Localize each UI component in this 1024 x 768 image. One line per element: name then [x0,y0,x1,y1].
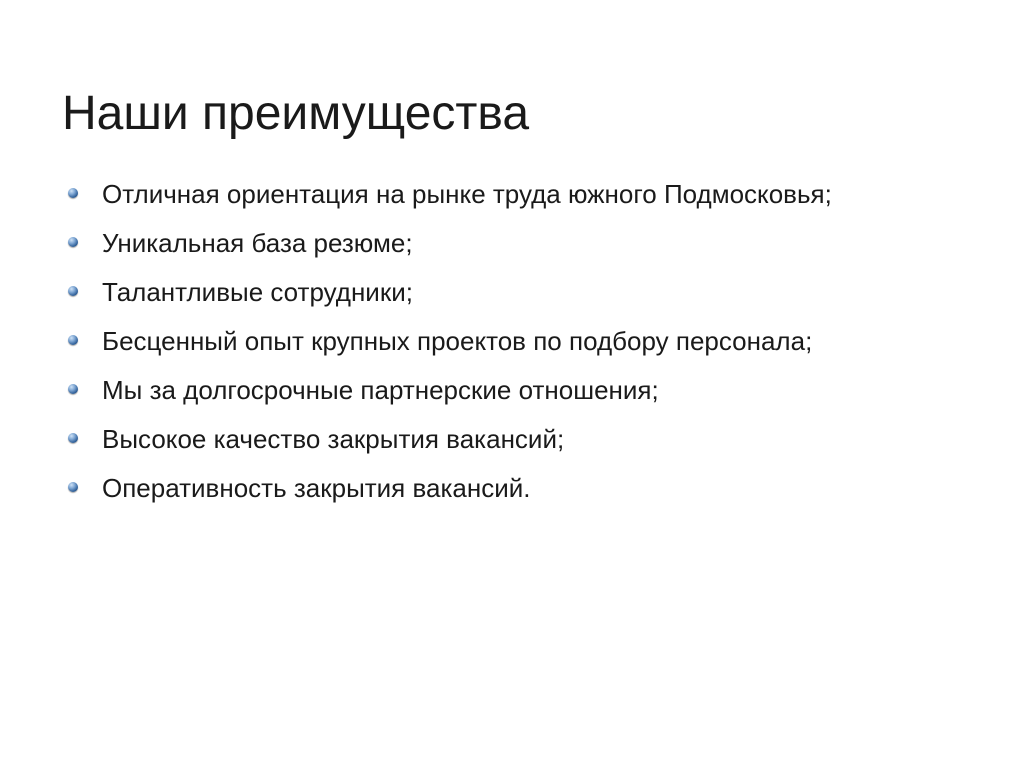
bullet-dot-icon [68,335,78,345]
bullet-dot-icon [68,237,78,247]
bullet-dot-icon [68,286,78,296]
bullet-dot-icon [68,433,78,443]
list-item [66,176,968,213]
slide-title: Наши преимущества [62,87,530,140]
list-item [66,421,968,458]
bullet-dot-icon [68,188,78,198]
list-item-text: Отличная ориентация на рынке труда южного Подмосковья; [102,179,832,209]
advantages-list [66,176,968,519]
list-item [66,323,968,360]
bullet-dot-icon [68,384,78,394]
list-item-text: Бесценный опыт крупных проектов по подбору персонала; [102,326,813,356]
list-item-text: Талантливые сотрудники; [102,277,413,307]
list-item [66,274,968,311]
list-item-text: Оперативность закрытия вакансий. [102,473,531,503]
list-item [66,470,968,507]
list-item-text: Мы за долгосрочные партнерские отношения; [102,375,659,405]
list-item-text: Уникальная база резюме; [102,228,413,258]
list-item-text: Высокое качество закрытия вакансий; [102,424,565,454]
bullet-dot-icon [68,482,78,492]
list-item [66,225,968,262]
list-item [66,372,968,409]
